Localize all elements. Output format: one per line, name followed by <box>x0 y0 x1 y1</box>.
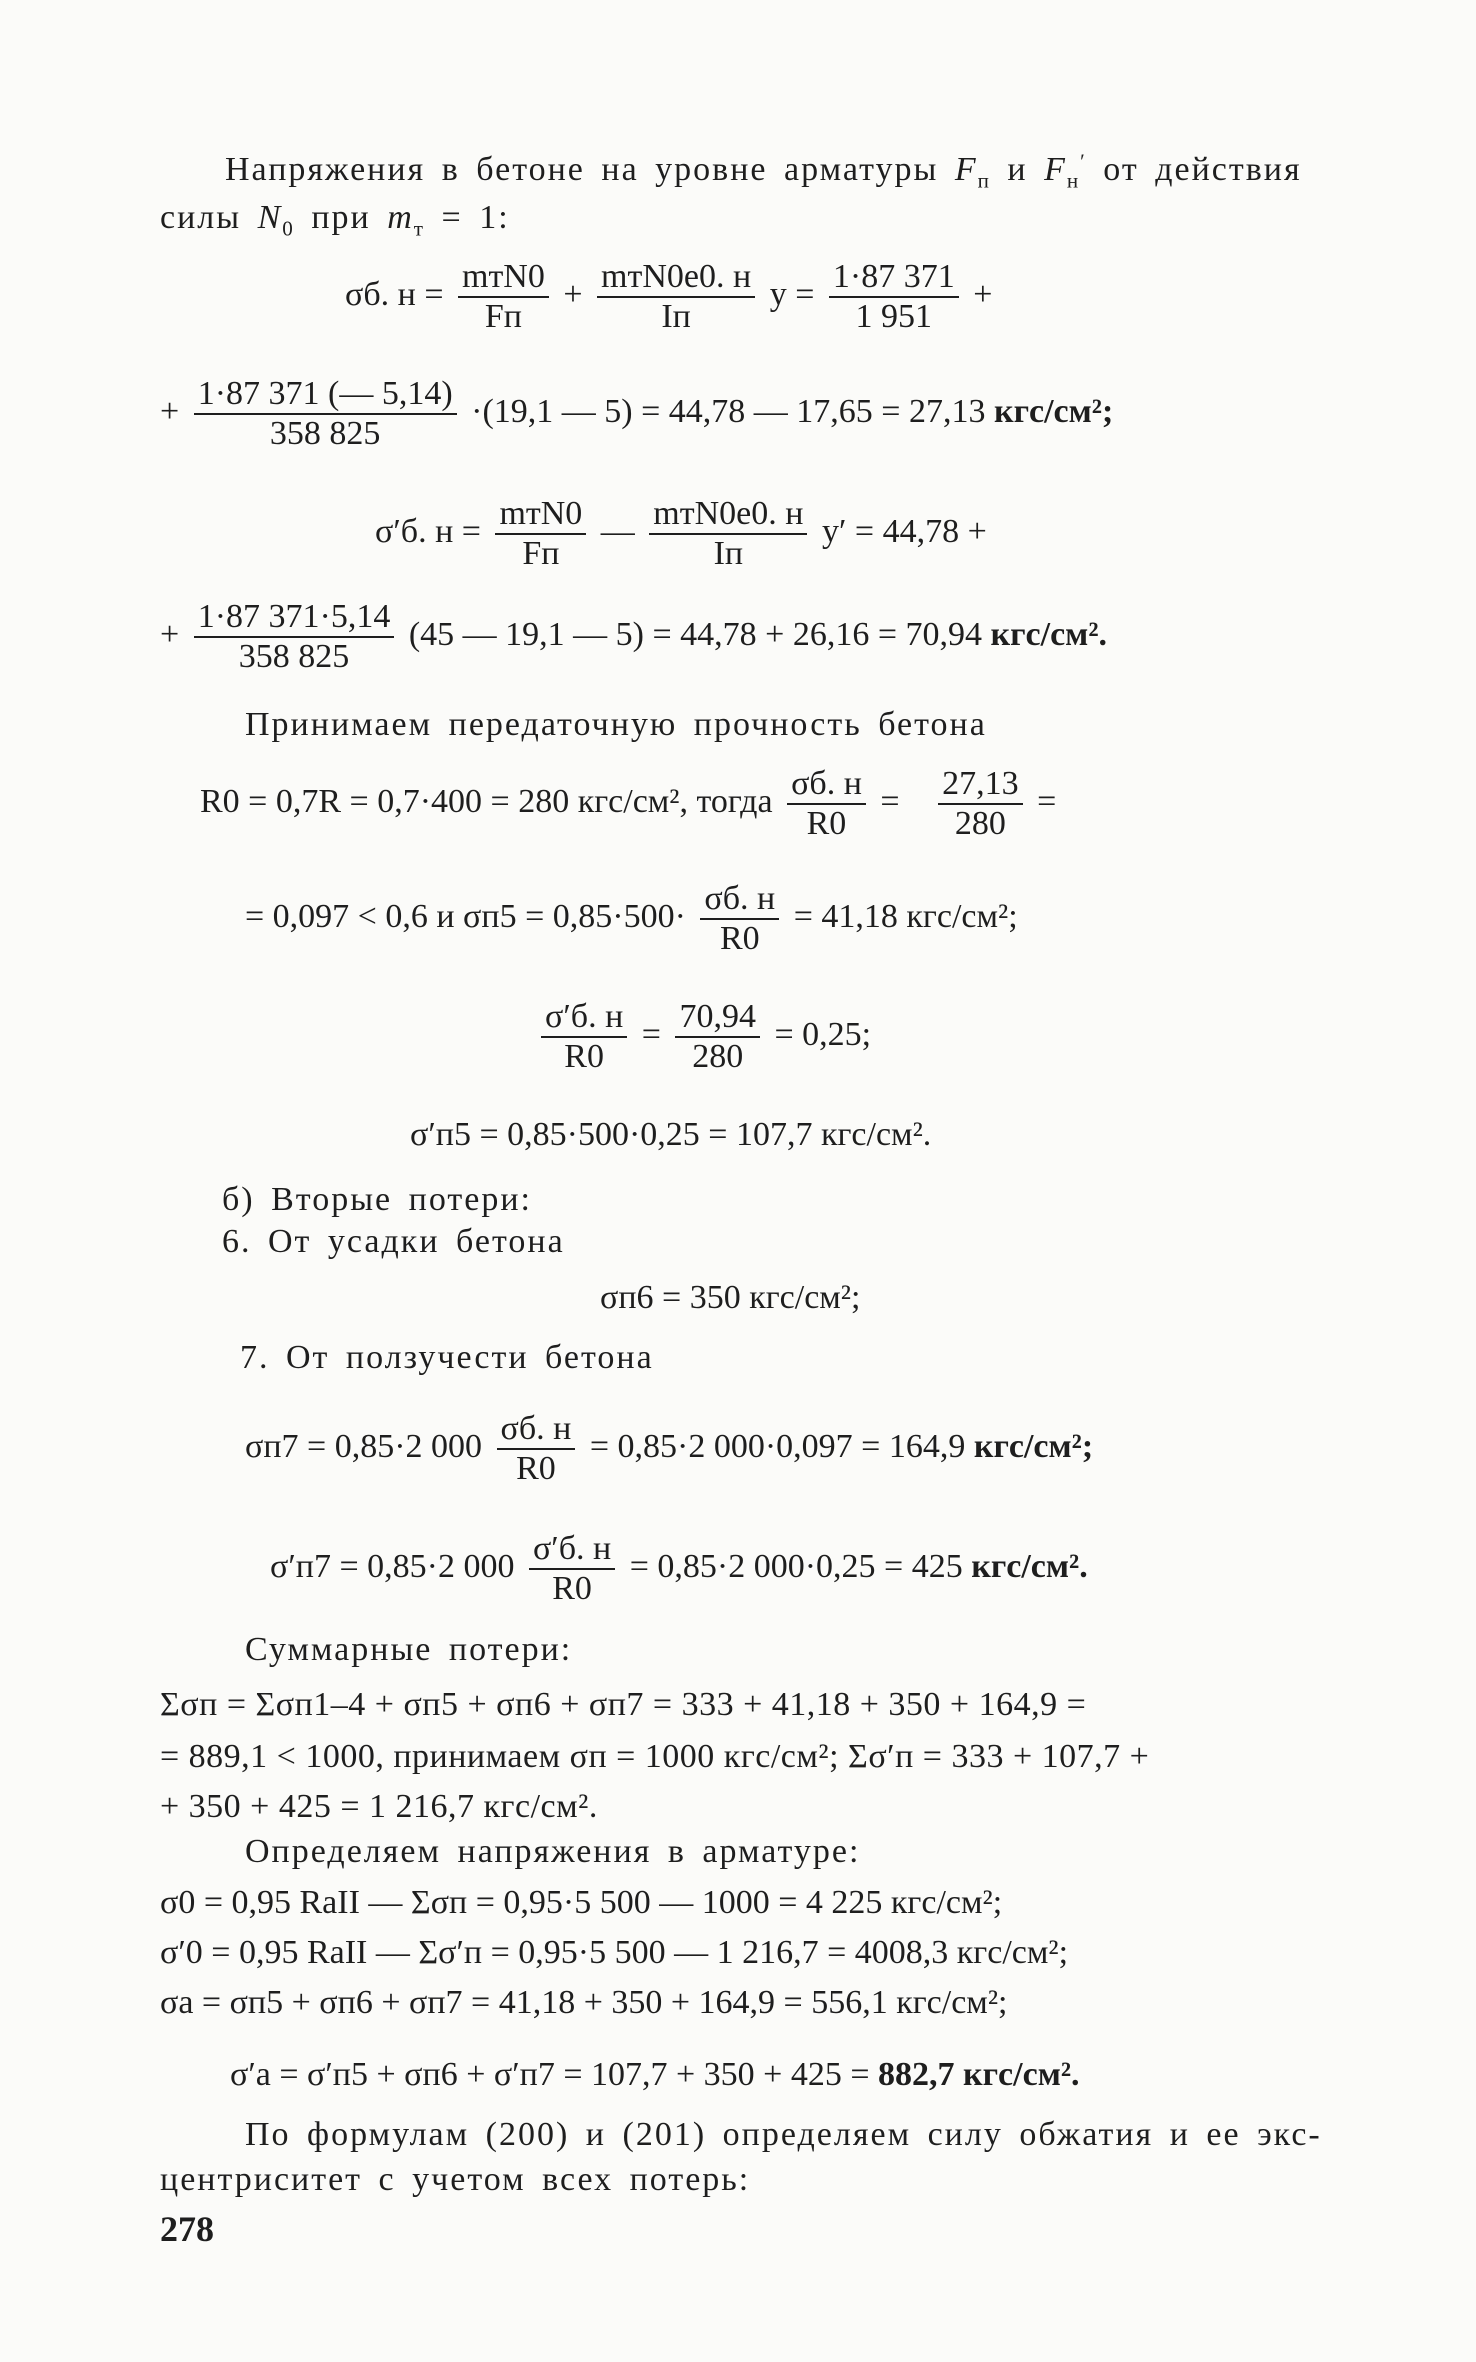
intro-text-4: при <box>311 199 371 236</box>
formula-term: = 0,85·2 000·0,097 = 164,9 <box>589 1427 966 1465</box>
denominator: 280 <box>692 1038 744 1075</box>
numerator: σ′б. н <box>541 998 627 1038</box>
fraction <box>541 998 627 1076</box>
formula-term: ·(19,1 — 5) = 44,78 — 17,65 = 27,13 <box>471 392 986 430</box>
formula-term: σ′п7 = 0,85·2 000 <box>270 1547 515 1585</box>
numerator: mтN0e0. н <box>597 258 755 298</box>
formula-term: y′ = 44,78 + <box>821 512 987 550</box>
numerator: 1·87 371·5,14 <box>194 598 395 638</box>
fraction <box>194 598 395 676</box>
numerator: mтN0e0. н <box>649 495 807 535</box>
unit: кгс/см²; <box>993 392 1114 430</box>
formula-term: σ′a = σ′п5 + σп6 + σ′п7 = 107,7 + 350 + 425 = <box>230 2056 870 2093</box>
formula-ratio <box>535 998 871 1076</box>
fraction <box>529 1530 615 1608</box>
fraction <box>829 258 959 336</box>
formula-continuation-2 <box>160 598 1107 676</box>
fraction <box>458 258 549 336</box>
unit: кгс/см². <box>990 615 1108 653</box>
stress-line-3: σa = σп5 + σп6 + σп7 = 41,18 + 350 + 164,9 = 556,1 кгс/см²; <box>160 1984 1008 2021</box>
heading-total-losses: Суммарные потери: <box>245 1631 573 1668</box>
formula-sigma-p7 <box>245 1410 1093 1488</box>
sum-line-3: + 350 + 425 = 1 216,7 кгс/см². <box>160 1788 598 1825</box>
operator: + <box>563 275 583 313</box>
fraction <box>194 375 457 453</box>
formula-sigma-bn-prime <box>375 495 987 573</box>
denominator: 280 <box>954 805 1006 842</box>
page-number: 278 <box>160 2209 214 2249</box>
intro-line-1: Напряжения в бетоне на уровне арматуры $F_п$ и $F_н'$ от действия <box>225 149 1302 193</box>
operator: — <box>600 512 635 550</box>
item-6: 6. От усадки бетона <box>222 1223 565 1260</box>
denominator: R0 <box>564 1038 604 1075</box>
fraction <box>649 495 807 573</box>
result-value: 882,7 <box>878 2056 955 2093</box>
numerator: mтN0 <box>458 258 549 298</box>
operator: + <box>160 392 180 430</box>
stress-line-1: σ0 = 0,95 RaII — Σσп = 0,95·5 500 — 1000 = 4 225 кгс/см²; <box>160 1884 1003 1921</box>
fraction <box>675 998 760 1076</box>
formula-lhs: σ′б. н = <box>375 512 481 550</box>
formula-continuation-1 <box>160 375 1113 453</box>
denominator: 358 825 <box>238 638 350 675</box>
formula-lhs: σб. н = <box>345 275 444 313</box>
fraction <box>938 765 1023 843</box>
unit: кгс/см². <box>971 1547 1088 1585</box>
formula-term: = 0,25; <box>774 1015 872 1053</box>
denominator: 1 951 <box>855 298 933 335</box>
heading-second-losses: б) Вторые потери: <box>222 1181 532 1218</box>
fraction <box>495 495 586 573</box>
denominator: R0 <box>719 920 760 957</box>
formula-term: = 0,85·2 000·0,25 = 425 <box>629 1547 963 1585</box>
intro-line-2: силы $N_0$ при $m_т = 1$: <box>160 199 510 241</box>
intro-and: и <box>1007 151 1028 188</box>
numerator: σб. н <box>700 880 779 920</box>
paragraph-final-2: центриситет с учетом всех потерь: <box>160 2161 751 2198</box>
denominator: Iп <box>713 535 744 572</box>
paragraph-accept: Принимаем передаточную прочность бетона <box>245 706 987 743</box>
formula-sigma-p6: σп6 = 350 кгс/см²; <box>600 1279 861 1316</box>
fraction <box>787 765 866 843</box>
denominator: R0 <box>552 1570 592 1607</box>
formula-term: (45 — 19,1 — 5) = 44,78 + 26,16 = 70,94 <box>408 615 983 653</box>
formula-term: = 0,097 < 0,6 и σп5 = 0,85·500· <box>245 897 686 935</box>
formula-sigma-p7-prime <box>270 1530 1088 1608</box>
stress-line-2: σ′0 = 0,95 RaII — Σσ′п = 0,95·5 500 — 1 216,7 = 4008,3 кгс/см²; <box>160 1934 1069 1971</box>
numerator: 70,94 <box>675 998 760 1038</box>
numerator: 1·87 371 (— 5,14) <box>194 375 457 415</box>
formula-term: = 41,18 кгс/см²; <box>793 897 1018 935</box>
formula-term: σп7 = 0,85·2 000 <box>245 1427 483 1465</box>
unit: кгс/см²; <box>973 1427 1094 1465</box>
numerator: σ′б. н <box>529 1530 615 1570</box>
intro-text-1: Напряжения в бетоне на уровне арматуры <box>225 151 939 188</box>
numerator: σб. н <box>787 765 866 805</box>
numerator: 27,13 <box>938 765 1023 805</box>
formula-sigma-a-prime <box>230 2055 1080 2095</box>
paragraph-final-1: По формулам (200) и (201) определяем силу обжатия и ее экс- <box>245 2116 1322 2153</box>
numerator: mтN0 <box>495 495 586 535</box>
formula-r0 <box>200 765 1056 843</box>
formula-term: y = <box>769 275 815 313</box>
fraction <box>497 1410 576 1488</box>
unit: кгс/см². <box>963 2056 1080 2093</box>
numerator: 1·87 371 <box>829 258 959 298</box>
denominator: Fп <box>522 535 560 572</box>
intro-text-3: силы <box>160 199 242 236</box>
heading-stresses: Определяем напряжения в арматуре: <box>245 1833 861 1870</box>
operator: = <box>641 1015 661 1053</box>
denominator: Fп <box>484 298 522 335</box>
formula-sigma-bn <box>345 258 992 336</box>
formula-sigma-p5-prime: σ′п5 = 0,85·500·0,25 = 107,7 кгс/см². <box>410 1116 932 1153</box>
item-7: 7. От ползучести бетона <box>240 1339 654 1376</box>
intro-text-2: от действия <box>1103 151 1302 188</box>
denominator: 358 825 <box>269 415 381 452</box>
formula-term: R0 = 0,7R = 0,7·400 = 280 кгс/см², тогда <box>200 782 773 820</box>
operator: + <box>160 615 180 653</box>
formula-sigma-p5 <box>245 880 1018 958</box>
fraction <box>700 880 779 958</box>
numerator: σб. н <box>497 1410 576 1450</box>
denominator: R0 <box>516 1450 556 1487</box>
fraction <box>597 258 755 336</box>
denominator: R0 <box>806 805 847 842</box>
operator: = <box>880 782 900 820</box>
sum-line-1: Σσп = Σσп1–4 + σп5 + σп6 + σп7 = 333 + 41,18 + 350 + 164,9 = <box>160 1686 1087 1723</box>
sum-line-2: = 889,1 < 1000, принимаем σп = 1000 кгс/см²; Σσ′п = 333 + 107,7 + <box>160 1738 1150 1775</box>
operator: = <box>1037 782 1057 820</box>
operator: + <box>973 275 993 313</box>
denominator: Iп <box>661 298 691 335</box>
